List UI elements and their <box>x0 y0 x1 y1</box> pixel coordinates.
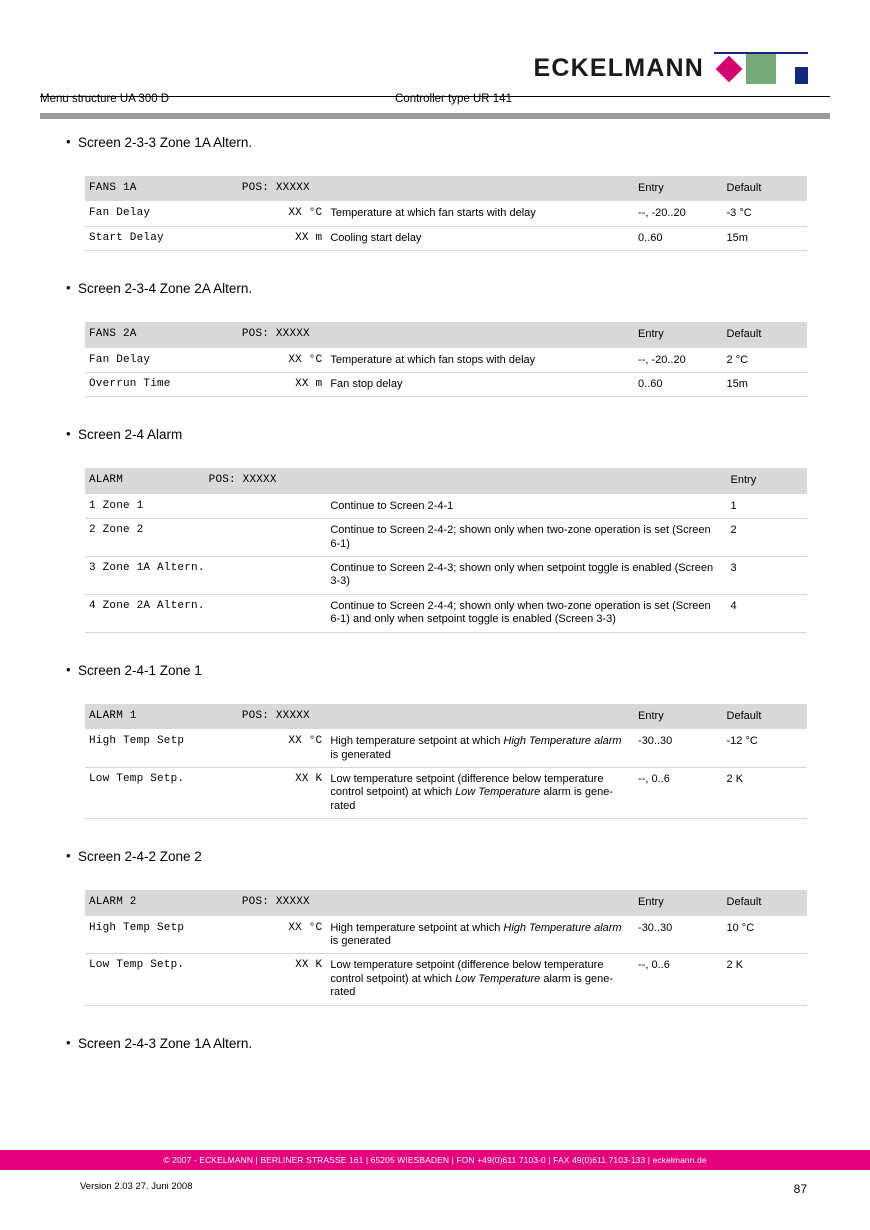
table-header-cell: FANS 1A <box>85 176 238 202</box>
table-header-cell: Default <box>723 890 807 916</box>
table-header-row <box>85 176 807 202</box>
table-header-cell: Entry <box>727 468 807 494</box>
menu-item-description: Continue to Screen 2-4-2; shown only when two-zone operation is set (Screen 6-1) <box>326 519 726 557</box>
table-header-cell: Entry <box>634 704 722 730</box>
header-rule <box>40 113 830 119</box>
param-name: Fan Delay <box>85 202 238 226</box>
table-header-cell <box>326 704 634 730</box>
running-head <box>40 93 830 105</box>
param-description: Temperature at which fan stops with delay <box>326 348 634 372</box>
footer-banner <box>0 1150 870 1170</box>
menu-item-description: Continue to Screen 2-4-1 <box>326 494 726 518</box>
logo-marks <box>714 52 808 84</box>
table-header-cell <box>326 176 634 202</box>
param-name: Fan Delay <box>85 348 238 372</box>
menu-item-description: Continue to Screen 2-4-3; shown only when setpoint toggle is enabled (Screen 3-3) <box>326 557 726 595</box>
section-heading: • Screen 2-4 Alarm <box>78 427 870 442</box>
parameter-table <box>85 704 807 819</box>
table-header-cell: POS: XXXXX <box>238 176 326 202</box>
param-name: Start Delay <box>85 226 238 250</box>
menu-item-name: 3 Zone 1A Altern. <box>85 557 326 595</box>
param-description <box>326 954 634 1005</box>
param-value: XX °C <box>238 348 326 372</box>
footer-version: Version 2.03 27. Juni 2008 <box>80 1181 193 1192</box>
running-head-center: Controller type UR 141 <box>395 93 512 105</box>
param-name: Low Temp Setp. <box>85 954 238 1005</box>
table-header-cell: ALARM 1 <box>85 704 238 730</box>
section-heading: • Screen 2-3-4 Zone 2A Altern. <box>78 281 870 296</box>
param-default: -3 °C <box>723 202 807 226</box>
param-default: 2 K <box>723 767 807 818</box>
table-header-cell: Entry <box>634 176 722 202</box>
table-header-cell: FANS 2A <box>85 322 238 348</box>
table-row <box>85 594 807 632</box>
desc-text: Low temperature setpoint (difference below temperature control setpoint) at which <box>330 772 604 799</box>
desc-text-tail: alarm is gene-rated <box>330 786 614 812</box>
table-header-pos: POS: XXXXX <box>208 474 277 487</box>
table-header-cell: Default <box>723 704 807 730</box>
param-value: XX m <box>238 373 326 397</box>
desc-emphasis: High Temperature alarm <box>503 921 622 934</box>
menu-table <box>85 468 807 632</box>
param-entry: --, 0..6 <box>634 954 722 1005</box>
desc-emphasis: Low Temperature <box>455 972 541 985</box>
param-entry: --, 0..6 <box>634 767 722 818</box>
param-name: Low Temp Setp. <box>85 767 238 818</box>
menu-item-entry: 1 <box>727 494 807 518</box>
section-heading: • Screen 2-3-3 Zone 1A Altern. <box>78 135 870 150</box>
desc-text: High temperature setpoint at which <box>330 735 504 748</box>
table-row <box>85 202 807 226</box>
table-header-cell <box>326 468 726 494</box>
param-default: 15m <box>723 373 807 397</box>
param-value: XX °C <box>238 730 326 768</box>
table-header-cell <box>85 468 326 494</box>
parameter-table <box>85 176 807 251</box>
param-value: XX °C <box>238 202 326 226</box>
table-row <box>85 373 807 397</box>
menu-item-name: 2 Zone 2 <box>85 519 326 557</box>
table-row <box>85 519 807 557</box>
table-row <box>85 348 807 372</box>
table-header-row <box>85 704 807 730</box>
table-header-cell <box>326 322 634 348</box>
page-number: 87 <box>793 1182 807 1196</box>
document-content <box>0 135 870 1051</box>
desc-text: Low temperature setpoint (difference below temperature control setpoint) at which <box>330 959 604 985</box>
table-row <box>85 954 807 1005</box>
section-heading: • Screen 2-4-2 Zone 2 <box>78 849 870 864</box>
param-entry: 0..60 <box>634 226 722 250</box>
running-head-left: Menu structure UA 300 D <box>40 93 170 105</box>
table-row <box>85 916 807 954</box>
parameter-table <box>85 890 807 1005</box>
table-header-row <box>85 468 807 494</box>
table-header-label: ALARM <box>89 474 124 487</box>
param-default: 10 °C <box>723 916 807 954</box>
param-name: High Temp Setp <box>85 916 238 954</box>
table-header-cell: POS: XXXXX <box>238 890 326 916</box>
table-header-cell: Default <box>723 176 807 202</box>
param-entry: -30..30 <box>634 730 722 768</box>
param-default: 2 °C <box>723 348 807 372</box>
table-header-row <box>85 890 807 916</box>
table-header-cell: Entry <box>634 890 722 916</box>
logo-green-square-icon <box>746 54 776 84</box>
table-row <box>85 494 807 518</box>
table-header-cell <box>326 890 634 916</box>
desc-emphasis: Low Temperature <box>455 786 541 799</box>
param-description <box>326 767 634 818</box>
table-header-row <box>85 322 807 348</box>
table-header-cell: POS: XXXXX <box>238 322 326 348</box>
param-default: 2 K <box>723 954 807 1005</box>
table-header-cell: POS: XXXXX <box>238 704 326 730</box>
param-value: XX K <box>238 954 326 1005</box>
desc-text-tail: alarm is gene-rated <box>330 972 614 999</box>
brand-name: ECKELMANN <box>533 53 704 82</box>
table-row <box>85 226 807 250</box>
desc-emphasis: High Temperature alarm <box>503 735 622 748</box>
section-heading: • Screen 2-4-3 Zone 1A Altern. <box>78 1036 870 1051</box>
param-entry: -30..30 <box>634 916 722 954</box>
menu-item-entry: 2 <box>727 519 807 557</box>
param-value: XX K <box>238 767 326 818</box>
param-description <box>326 730 634 768</box>
brand-logo <box>533 52 808 84</box>
param-value: XX °C <box>238 916 326 954</box>
menu-item-name: 4 Zone 2A Altern. <box>85 594 326 632</box>
footer-copyright: © 2007 - ECKELMANN | BERLINER STRASSE 161 | 65205 WIESBADEN | FON +49(0)611 7103-0 | FAX 49(0)611 7103-133 | eckelmann.de <box>163 1155 707 1165</box>
param-value: XX m <box>238 226 326 250</box>
desc-text-tail: is generated <box>330 934 391 947</box>
desc-text-tail: is generated <box>330 748 391 761</box>
param-entry: 0..60 <box>634 373 722 397</box>
table-header-cell: ALARM 2 <box>85 890 238 916</box>
menu-item-description: Continue to Screen 2-4-4; shown only when two-zone operation is set (Screen 6-1) and only when setpoint toggle is enabled (Screen 3-3) <box>326 594 726 632</box>
menu-item-entry: 4 <box>727 594 807 632</box>
param-description <box>326 916 634 954</box>
param-entry: --, -20..20 <box>634 202 722 226</box>
param-description: Cooling start delay <box>326 226 634 250</box>
table-header-cell: Default <box>723 322 807 348</box>
menu-item-name: 1 Zone 1 <box>85 494 326 518</box>
desc-text: High temperature setpoint at which <box>330 921 504 934</box>
param-description: Fan stop delay <box>326 373 634 397</box>
param-default: -12 °C <box>723 730 807 768</box>
param-default: 15m <box>723 226 807 250</box>
param-name: High Temp Setp <box>85 730 238 768</box>
table-row <box>85 557 807 595</box>
param-entry: --, -20..20 <box>634 348 722 372</box>
parameter-table <box>85 322 807 397</box>
menu-item-entry: 3 <box>727 557 807 595</box>
logo-diamond-icon <box>714 54 744 84</box>
table-header-cell: Entry <box>634 322 722 348</box>
table-row <box>85 730 807 768</box>
section-heading: • Screen 2-4-1 Zone 1 <box>78 663 870 678</box>
table-row <box>85 767 807 818</box>
logo-blue-square-icon <box>778 54 808 84</box>
param-name: Overrun Time <box>85 373 238 397</box>
param-description: Temperature at which fan starts with delay <box>326 202 634 226</box>
